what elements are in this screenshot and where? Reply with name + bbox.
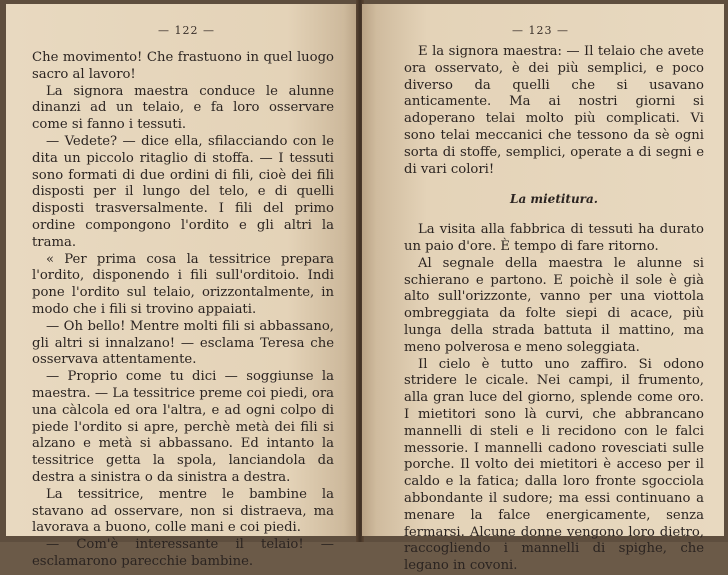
paragraph: — Proprio come tu dici — soggiunse la maestra. — La tessitrice preme coi piedi, ora una càlcola ed ora l'altra, e ad ogni colpo di piede l'ordito si apre, perchè metà dei fili si alzano e metà si abbassano. Ed intanto la tessitrice getta la spola, lanciandola da destra a sinistra o da sinistra a destra. <box>32 369 334 485</box>
paragraph: — Com'è interessante il telaio! — esclamarono parecchie bambine. <box>32 537 334 569</box>
paragraph: Che movimento! Che frastuono in quel luogo sacro al lavoro! <box>32 50 334 82</box>
paragraph: « Per prima cosa la tessitrice prepara l'ordito, disponendo i fili sull'orditoio. Indi pone l'ordito sul telaio, orizzontalmente, in modo che i fili si trovino appaiati. <box>32 251 334 317</box>
section-title: La mietitura. <box>510 192 598 207</box>
paragraph: Il cielo è tutto uno zaffiro. Si odono stridere le cicale. Nei campi, il frumento, alla gran luce del giorno, splende come oro. I mietitori sono là curvi, che abbrancano mannelli di steli e li recidono con le falci messorie. I mannelli cadono rovesciati sulle porche. Il volto dei mietitori è acceso per il caldo e la fatica; dalla loro fronte sgocciola abbondante il sudore; ma essi continuano a menare la falce energicamente, senza fermarsi. Alcune donne vengono loro dietro, raccogliendo i mannelli di spighe, che legano in covoni. <box>404 356 704 574</box>
paragraph: E la signora maestra: — Il telaio che avete ora osservato, è dei più semplici, e poco diverso da quelli che si usavano anticamente. Ma ai nostri giorni si adoperano telai molto più complicati. Vi sono telai meccanici che tessono da sè ogni sorta di stoffe, semplici, operate a di segni e di vari colori! <box>404 44 704 177</box>
paragraph: — Vedete? — dice ella, sfilacciando con le dita un piccolo ritaglio di stoffa. — I tessuti sono formati di due ordini di fili, cioè dei fili disposti per il lungo del telo, e di quelli disposti trasversalmente. I fili del primo ordine compongono l'ordito e gli altri la trama. <box>32 133 334 250</box>
right-page-text <box>404 44 704 575</box>
left-page <box>6 4 358 569</box>
page-number-right: — 123 — <box>512 24 569 37</box>
paragraph: Al segnale della maestra le alunne si schierano e partono. E poichè il sole è già alto sull'orizzonte, vanno per una viottola ombreggiata da folte siepi di acace, più lunga della strada battuta il mattino, ma meno polverosa e meno soleggiata. <box>404 255 704 355</box>
paragraph: — Oh bello! Mentre molti fili si abbassano, gli altri si innalzano! — esclama Teresa che osservava attentamente. <box>32 318 334 368</box>
page-number-left: — 122 — <box>158 24 215 37</box>
right-page <box>362 4 724 574</box>
paragraph: La visita alla fabbrica di tessuti ha durato un paio d'ore. È tempo di fare ritorno. <box>404 222 704 254</box>
left-page-text <box>32 50 334 571</box>
paragraph: La signora maestra conduce le alunne dinanzi ad un telaio, e fa loro osservare come si fanno i tessuti. <box>32 83 334 133</box>
paragraph: La tessitrice, mentre le bambine la stavano ad osservare, non si distraeva, ma lavorava a buono, colle mani e coi piedi. <box>32 486 334 536</box>
